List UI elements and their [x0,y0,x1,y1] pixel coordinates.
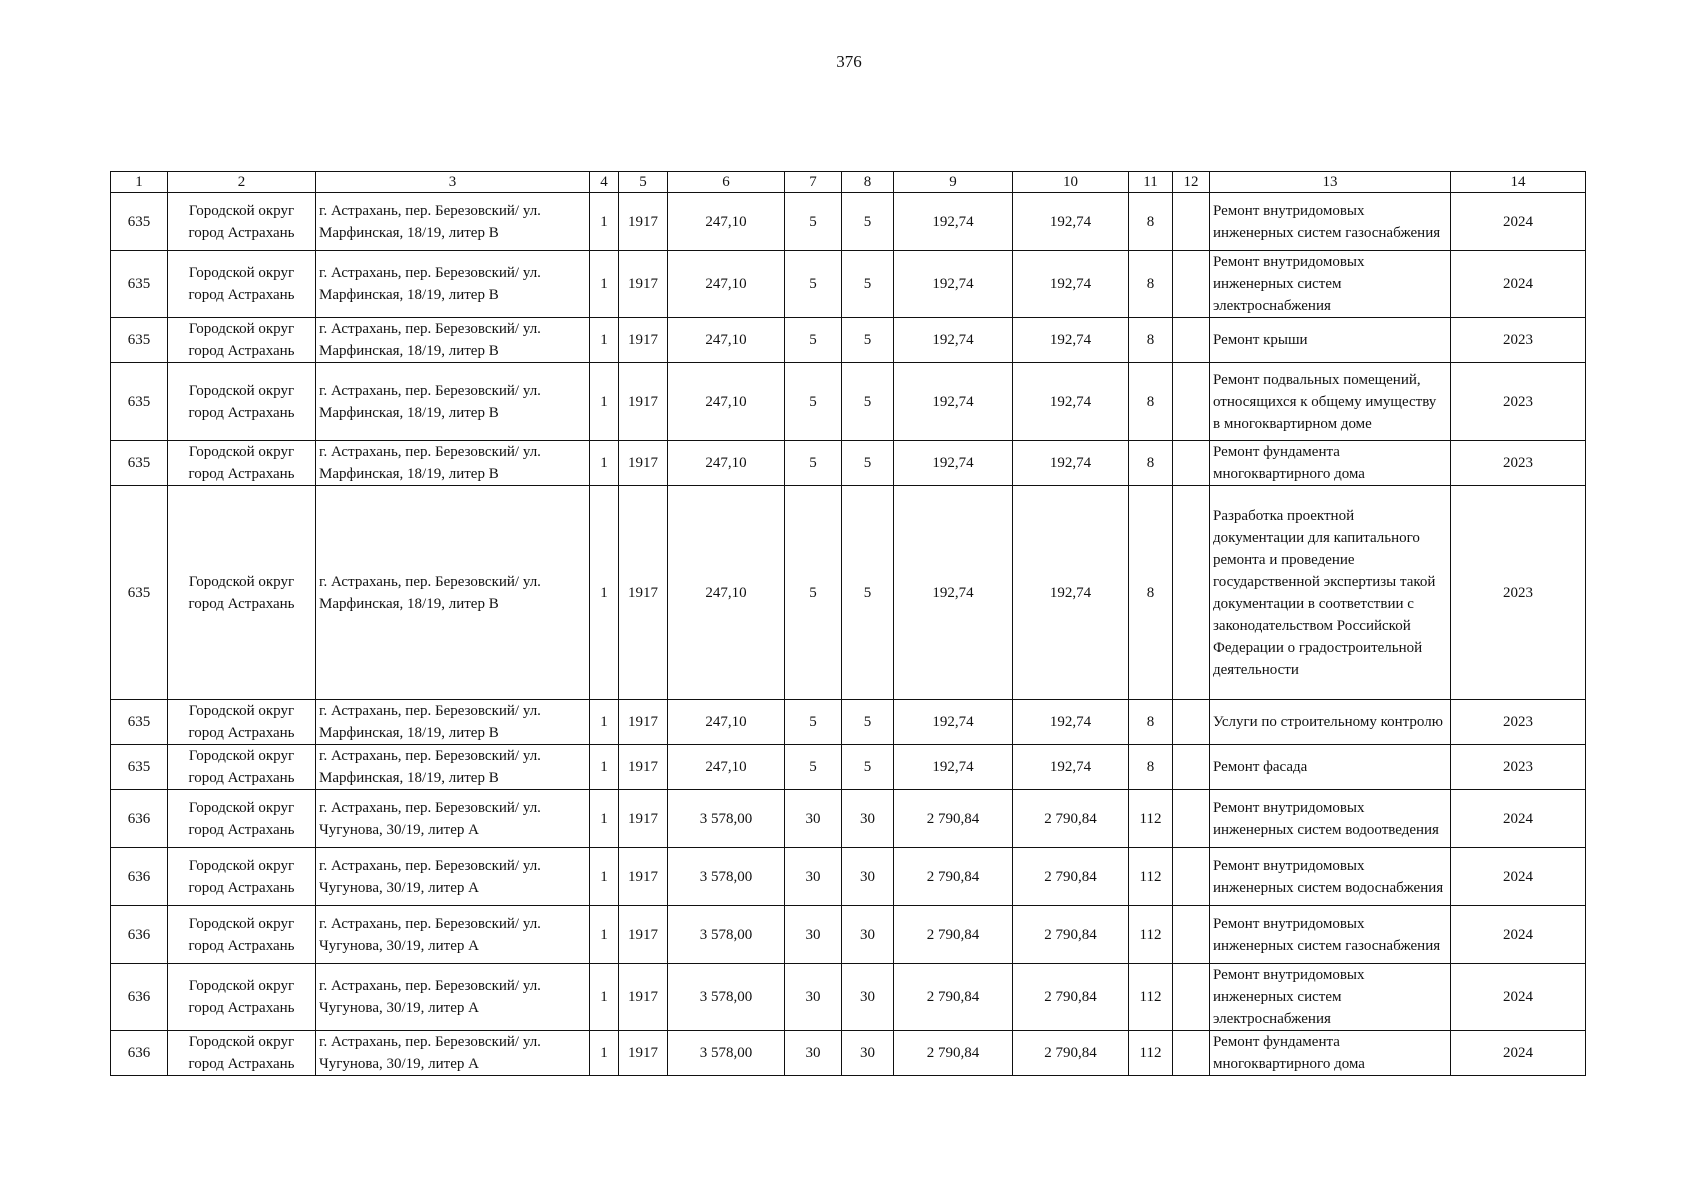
cell-total-area: 3 578,00 [668,964,785,1031]
cell-total-area: 3 578,00 [668,906,785,964]
cell-residents: 112 [1129,906,1173,964]
cell-work-type: Ремонт фундамента многоквартирного дома [1210,441,1451,486]
cell-planned-year: 2023 [1451,700,1586,745]
cell-col-12 [1173,906,1210,964]
cell-col-8: 30 [842,848,894,906]
cell-residents: 112 [1129,790,1173,848]
cell-municipality: Городской округ город Астрахань [168,486,316,700]
cell-col-8: 30 [842,1031,894,1076]
cell-address: г. Астрахань, пер. Березовский/ ул. Марфинская, 18/19, литер В [316,486,590,700]
cell-municipality: Городской округ город Астрахань [168,1031,316,1076]
cell-area-10: 192,74 [1013,363,1129,441]
cell-area-10: 2 790,84 [1013,848,1129,906]
cell-address: г. Астрахань, пер. Березовский/ ул. Марфинская, 18/19, литер В [316,441,590,486]
cell-col-12 [1173,363,1210,441]
cell-col-4: 1 [590,363,619,441]
cell-col-8: 30 [842,964,894,1031]
cell-year-built: 1917 [619,486,668,700]
cell-residents: 8 [1129,363,1173,441]
cell-work-type: Ремонт подвальных помещений, относящихся к общему имуществу в многоквартирном доме [1210,363,1451,441]
table-body [111,193,1586,1076]
cell-row-number: 635 [111,251,168,318]
cell-col-7: 5 [785,193,842,251]
cell-total-area: 247,10 [668,251,785,318]
cell-planned-year: 2024 [1451,906,1586,964]
cell-municipality: Городской округ город Астрахань [168,441,316,486]
table-row [111,1031,1586,1076]
cell-row-number: 636 [111,1031,168,1076]
table-row [111,251,1586,318]
cell-col-8: 5 [842,363,894,441]
cell-col-12 [1173,251,1210,318]
cell-area-10: 2 790,84 [1013,790,1129,848]
table-row [111,193,1586,251]
cell-col-4: 1 [590,441,619,486]
cell-planned-year: 2023 [1451,363,1586,441]
cell-work-type: Ремонт внутридомовых инженерных систем газоснабжения [1210,193,1451,251]
cell-residents: 8 [1129,318,1173,363]
cell-row-number: 636 [111,964,168,1031]
cell-total-area: 3 578,00 [668,1031,785,1076]
cell-total-area: 247,10 [668,363,785,441]
cell-area-9: 192,74 [894,318,1013,363]
cell-area-9: 192,74 [894,193,1013,251]
cell-row-number: 636 [111,848,168,906]
table-row [111,700,1586,745]
cell-col-7: 30 [785,964,842,1031]
column-header: 8 [842,172,894,193]
cell-work-type: Услуги по строительному контролю [1210,700,1451,745]
cell-col-7: 5 [785,251,842,318]
cell-work-type: Разработка проектной документации для капитального ремонта и проведение государственной экспертизы такой документации в соответствии с законодательством Российской Федерации о градостроительной деятельности [1210,486,1451,700]
cell-municipality: Городской округ город Астрахань [168,700,316,745]
cell-col-12 [1173,318,1210,363]
cell-municipality: Городской округ город Астрахань [168,193,316,251]
cell-address: г. Астрахань, пер. Березовский/ ул. Марфинская, 18/19, литер В [316,318,590,363]
cell-year-built: 1917 [619,193,668,251]
cell-row-number: 636 [111,906,168,964]
cell-residents: 8 [1129,700,1173,745]
cell-work-type: Ремонт фасада [1210,745,1451,790]
cell-address: г. Астрахань, пер. Березовский/ ул. Чугунова, 30/19, литер А [316,848,590,906]
table-row [111,790,1586,848]
cell-col-7: 5 [785,486,842,700]
cell-year-built: 1917 [619,745,668,790]
cell-row-number: 635 [111,318,168,363]
cell-planned-year: 2024 [1451,1031,1586,1076]
column-header: 9 [894,172,1013,193]
cell-address: г. Астрахань, пер. Березовский/ ул. Марфинская, 18/19, литер В [316,251,590,318]
cell-work-type: Ремонт внутридомовых инженерных систем водоснабжения [1210,848,1451,906]
cell-col-7: 30 [785,1031,842,1076]
cell-municipality: Городской округ город Астрахань [168,251,316,318]
column-header: 13 [1210,172,1451,193]
column-header: 5 [619,172,668,193]
cell-planned-year: 2023 [1451,318,1586,363]
table-row [111,964,1586,1031]
cell-area-10: 192,74 [1013,193,1129,251]
cell-total-area: 247,10 [668,745,785,790]
cell-area-9: 2 790,84 [894,906,1013,964]
column-header: 12 [1173,172,1210,193]
cell-col-7: 5 [785,441,842,486]
cell-work-type: Ремонт крыши [1210,318,1451,363]
cell-address: г. Астрахань, пер. Березовский/ ул. Чугунова, 30/19, литер А [316,790,590,848]
cell-year-built: 1917 [619,251,668,318]
cell-col-8: 5 [842,486,894,700]
cell-address: г. Астрахань, пер. Березовский/ ул. Марфинская, 18/19, литер В [316,700,590,745]
cell-address: г. Астрахань, пер. Березовский/ ул. Чугунова, 30/19, литер А [316,964,590,1031]
cell-planned-year: 2024 [1451,790,1586,848]
cell-residents: 112 [1129,1031,1173,1076]
cell-year-built: 1917 [619,964,668,1031]
cell-residents: 8 [1129,193,1173,251]
cell-col-4: 1 [590,486,619,700]
cell-col-4: 1 [590,790,619,848]
cell-area-9: 192,74 [894,363,1013,441]
cell-area-10: 2 790,84 [1013,906,1129,964]
cell-row-number: 635 [111,700,168,745]
cell-work-type: Ремонт фундамента многоквартирного дома [1210,1031,1451,1076]
cell-area-9: 192,74 [894,700,1013,745]
cell-col-7: 30 [785,848,842,906]
column-header: 6 [668,172,785,193]
table-row [111,486,1586,700]
cell-col-8: 30 [842,790,894,848]
cell-planned-year: 2024 [1451,848,1586,906]
table-row [111,906,1586,964]
column-header: 4 [590,172,619,193]
cell-year-built: 1917 [619,441,668,486]
cell-planned-year: 2024 [1451,964,1586,1031]
table-row [111,363,1586,441]
cell-col-12 [1173,700,1210,745]
column-header: 10 [1013,172,1129,193]
cell-col-12 [1173,745,1210,790]
column-header: 1 [111,172,168,193]
cell-residents: 8 [1129,251,1173,318]
cell-year-built: 1917 [619,1031,668,1076]
column-header: 14 [1451,172,1586,193]
cell-col-7: 30 [785,790,842,848]
cell-year-built: 1917 [619,906,668,964]
cell-col-7: 5 [785,318,842,363]
cell-row-number: 635 [111,363,168,441]
cell-municipality: Городской округ город Астрахань [168,906,316,964]
cell-row-number: 635 [111,193,168,251]
cell-residents: 8 [1129,486,1173,700]
cell-col-4: 1 [590,700,619,745]
cell-col-7: 5 [785,745,842,790]
cell-area-10: 192,74 [1013,700,1129,745]
cell-total-area: 247,10 [668,700,785,745]
cell-col-4: 1 [590,906,619,964]
cell-work-type: Ремонт внутридомовых инженерных систем газоснабжения [1210,906,1451,964]
cell-col-4: 1 [590,251,619,318]
cell-col-12 [1173,441,1210,486]
column-header: 2 [168,172,316,193]
cell-residents: 112 [1129,964,1173,1031]
table-row [111,745,1586,790]
table-row [111,441,1586,486]
table-row [111,318,1586,363]
cell-work-type: Ремонт внутридомовых инженерных систем водоотведения [1210,790,1451,848]
cell-address: г. Астрахань, пер. Березовский/ ул. Чугунова, 30/19, литер А [316,1031,590,1076]
cell-row-number: 636 [111,790,168,848]
cell-col-8: 5 [842,441,894,486]
cell-area-9: 2 790,84 [894,790,1013,848]
cell-total-area: 3 578,00 [668,790,785,848]
column-header: 11 [1129,172,1173,193]
cell-col-4: 1 [590,1031,619,1076]
cell-residents: 8 [1129,441,1173,486]
cell-col-8: 5 [842,745,894,790]
cell-area-9: 2 790,84 [894,1031,1013,1076]
cell-col-7: 5 [785,363,842,441]
cell-work-type: Ремонт внутридомовых инженерных систем электроснабжения [1210,251,1451,318]
cell-year-built: 1917 [619,318,668,363]
cell-total-area: 3 578,00 [668,848,785,906]
cell-address: г. Астрахань, пер. Березовский/ ул. Марфинская, 18/19, литер В [316,745,590,790]
capital-repair-table [110,171,1586,1076]
cell-area-9: 2 790,84 [894,964,1013,1031]
cell-total-area: 247,10 [668,441,785,486]
column-header: 3 [316,172,590,193]
cell-col-8: 5 [842,700,894,745]
cell-year-built: 1917 [619,790,668,848]
cell-municipality: Городской округ город Астрахань [168,848,316,906]
cell-area-9: 192,74 [894,486,1013,700]
cell-municipality: Городской округ город Астрахань [168,790,316,848]
cell-col-8: 5 [842,318,894,363]
cell-col-12 [1173,848,1210,906]
cell-col-12 [1173,486,1210,700]
cell-residents: 8 [1129,745,1173,790]
cell-total-area: 247,10 [668,486,785,700]
column-header: 7 [785,172,842,193]
cell-total-area: 247,10 [668,193,785,251]
cell-col-12 [1173,193,1210,251]
cell-planned-year: 2024 [1451,251,1586,318]
cell-address: г. Астрахань, пер. Березовский/ ул. Марфинская, 18/19, литер В [316,363,590,441]
cell-planned-year: 2024 [1451,193,1586,251]
cell-col-4: 1 [590,745,619,790]
cell-work-type: Ремонт внутридомовых инженерных систем электроснабжения [1210,964,1451,1031]
cell-col-12 [1173,964,1210,1031]
cell-row-number: 635 [111,441,168,486]
cell-area-10: 2 790,84 [1013,964,1129,1031]
cell-col-12 [1173,1031,1210,1076]
cell-address: г. Астрахань, пер. Березовский/ ул. Марфинская, 18/19, литер В [316,193,590,251]
cell-planned-year: 2023 [1451,441,1586,486]
header-row [111,172,1586,193]
cell-col-4: 1 [590,193,619,251]
cell-area-10: 192,74 [1013,486,1129,700]
cell-municipality: Городской округ город Астрахань [168,964,316,1031]
cell-total-area: 247,10 [668,318,785,363]
cell-residents: 112 [1129,848,1173,906]
cell-address: г. Астрахань, пер. Березовский/ ул. Чугунова, 30/19, литер А [316,906,590,964]
cell-col-8: 5 [842,251,894,318]
cell-area-10: 192,74 [1013,251,1129,318]
table-row [111,848,1586,906]
cell-year-built: 1917 [619,363,668,441]
cell-col-4: 1 [590,318,619,363]
cell-municipality: Городской округ город Астрахань [168,363,316,441]
cell-area-10: 192,74 [1013,441,1129,486]
cell-planned-year: 2023 [1451,745,1586,790]
page-number: 376 [836,52,862,71]
cell-area-10: 192,74 [1013,745,1129,790]
cell-year-built: 1917 [619,700,668,745]
cell-col-7: 5 [785,700,842,745]
cell-row-number: 635 [111,486,168,700]
cell-col-8: 5 [842,193,894,251]
cell-municipality: Городской округ город Астрахань [168,745,316,790]
cell-year-built: 1917 [619,848,668,906]
cell-row-number: 635 [111,745,168,790]
cell-area-9: 192,74 [894,745,1013,790]
cell-col-4: 1 [590,964,619,1031]
cell-col-12 [1173,790,1210,848]
cell-area-9: 192,74 [894,251,1013,318]
cell-municipality: Городской округ город Астрахань [168,318,316,363]
cell-area-9: 192,74 [894,441,1013,486]
cell-planned-year: 2023 [1451,486,1586,700]
cell-col-8: 30 [842,906,894,964]
cell-col-4: 1 [590,848,619,906]
cell-col-7: 30 [785,906,842,964]
cell-area-10: 192,74 [1013,318,1129,363]
cell-area-10: 2 790,84 [1013,1031,1129,1076]
cell-area-9: 2 790,84 [894,848,1013,906]
